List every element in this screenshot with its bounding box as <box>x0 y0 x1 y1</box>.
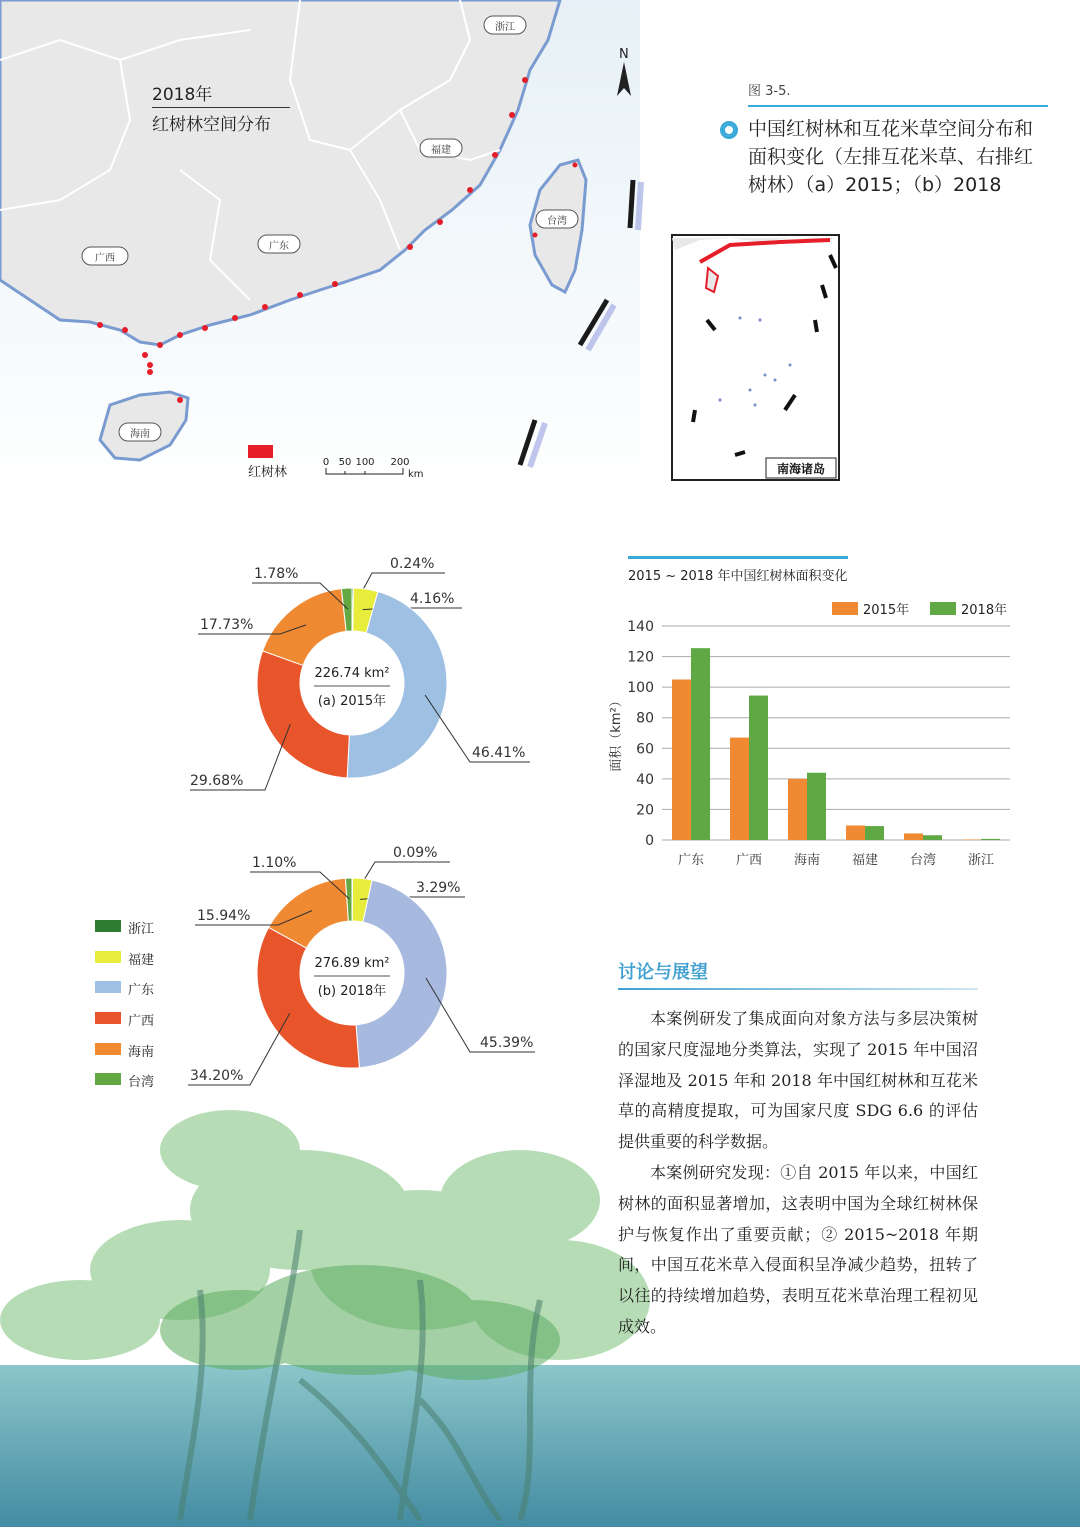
donut-value-label: 17.73% <box>200 617 254 633</box>
bar-y-tick: 20 <box>636 802 654 819</box>
bar-legend-label: 2015年 <box>863 603 910 618</box>
discussion-text <box>618 1004 978 1343</box>
map-title <box>152 80 271 140</box>
bar-y-tick: 60 <box>636 741 654 758</box>
svg-text:km: km <box>408 469 424 480</box>
svg-text:广东: 广东 <box>269 241 289 252</box>
discussion-title: 讨论与展望 <box>618 958 708 984</box>
donut-value-label: 4.16% <box>410 591 455 607</box>
province-label-hainan <box>119 423 161 441</box>
bar-台湾-2015年 <box>904 833 923 840</box>
bar-legend-swatch <box>930 602 956 615</box>
bar-海南-2015年 <box>788 779 807 840</box>
donut-value-label: 0.09% <box>393 845 438 861</box>
bar-x-tick: 福建 <box>851 853 879 868</box>
donut-center-total: 226.74 km² <box>314 666 390 681</box>
bar-y-tick: 40 <box>636 771 654 788</box>
bar-x-tick: 广西 <box>735 853 763 868</box>
province-label-zhejiang <box>484 16 526 34</box>
map-title-name: 红树林空间分布 <box>152 115 271 135</box>
bar-y-tick: 80 <box>636 710 654 727</box>
bar-chart-title: 2015 ~ 2018 年中国红树林面积变化 <box>628 569 848 584</box>
donut-value-label: 29.68% <box>190 773 244 789</box>
province-label-guangxi <box>82 247 128 265</box>
donut-chart-2018 <box>180 845 550 1105</box>
legend-swatch <box>95 981 121 993</box>
svg-text:海南: 海南 <box>130 429 150 440</box>
map-title-year: 2018年 <box>152 85 213 105</box>
donut-value-label: 45.39% <box>480 1035 534 1051</box>
bar-y-tick: 140 <box>627 619 654 635</box>
bar-x-tick: 浙江 <box>967 853 995 868</box>
bar-x-tick: 广东 <box>677 853 705 868</box>
bar-广东-2015年 <box>672 680 691 841</box>
bar-y-label: 面积（km²） <box>609 694 624 772</box>
bar-海南-2018年 <box>807 773 826 840</box>
bar-y-tick: 100 <box>627 680 654 697</box>
donut-center-total: 276.89 km² <box>314 956 390 971</box>
figure-caption-block <box>748 80 1048 199</box>
figure-caption: 中国红树林和互花米草空间分布和面积变化（左排互花米草、右排红树林）（a）2015；（b）2018 <box>748 115 1048 199</box>
mangrove-legend-swatch <box>248 445 273 458</box>
legend-swatch <box>95 1043 121 1055</box>
bar-广东-2018年 <box>691 648 710 840</box>
donut-value-label: 1.10% <box>252 855 297 871</box>
inset-label: 南海诸岛 <box>776 462 826 476</box>
caption-bullet-icon <box>720 121 738 139</box>
bar-x-tick: 台湾 <box>909 853 937 868</box>
svg-text:0: 0 <box>322 457 330 468</box>
svg-text:广西: 广西 <box>95 253 115 264</box>
svg-text:福建: 福建 <box>431 145 451 156</box>
legend-swatch <box>95 951 121 963</box>
bar-legend-label: 2018年 <box>961 603 1008 618</box>
bar-广西-2018年 <box>749 696 768 840</box>
discussion-paragraph: 本案例研发了集成面向对象方法与多层决策树的国家尺度湿地分类算法，实现了 2015 年中国沼泽湿地及 2015 年和 2018 年中国红树林和互花米草的高精度提取，可为国家尺度 SDG 6.6 的评估提供重要的科学数据。 <box>618 1009 978 1152</box>
province-label-guangdong <box>258 235 300 253</box>
province-label-fujian <box>420 139 462 157</box>
bar-广西-2015年 <box>730 738 749 840</box>
donut-center-label: (b) 2018年 <box>317 984 387 999</box>
donut-slice-2 <box>356 880 447 1068</box>
figure-number: 图 3-5. <box>748 80 1048 107</box>
donut-value-label: 0.24% <box>390 556 435 572</box>
donut-center-label: (a) 2015年 <box>317 694 387 709</box>
svg-text:台湾: 台湾 <box>547 216 567 227</box>
bar-台湾-2018年 <box>923 835 942 840</box>
donut-value-label: 3.29% <box>416 880 461 896</box>
south-china-sea-inset <box>672 235 839 480</box>
donut-value-label: 34.20% <box>190 1068 244 1084</box>
bar-浙江-2018年 <box>981 839 1000 840</box>
bar-legend-swatch <box>832 602 858 615</box>
bar-福建-2015年 <box>846 825 865 840</box>
svg-text:200: 200 <box>390 457 410 468</box>
bar-福建-2018年 <box>865 826 884 840</box>
discussion-paragraph: 本案例研究发现：①自 2015 年以来，中国红树林的面积显著增加，这表明中国为全球红树林保护与恢复作出了重要贡献；② 2015~2018 年期间，中国互花米草入侵面积呈净减少趋势，扭转了以往的持续增加趋势，表明互花米草治理工程初见成效。 <box>618 1162 978 1336</box>
donut-chart-2015 <box>180 555 550 815</box>
mangrove-map <box>0 0 1080 500</box>
donut-slice-4 <box>263 589 347 666</box>
svg-text:50: 50 <box>338 457 352 468</box>
legend-swatch <box>95 920 121 932</box>
bar-y-tick: 120 <box>627 649 654 666</box>
bar-y-tick: 0 <box>645 833 654 849</box>
bar-chart-mangrove-area <box>600 550 1040 880</box>
svg-text:N: N <box>619 47 629 62</box>
legend-swatch <box>95 1012 121 1024</box>
svg-text:红树林: 红树林 <box>248 465 288 480</box>
donut-value-label: 46.41% <box>472 745 526 761</box>
donut-value-label: 1.78% <box>254 566 299 582</box>
province-label-taiwan <box>536 210 578 228</box>
svg-text:浙江: 浙江 <box>495 22 515 33</box>
bar-x-tick: 海南 <box>793 853 821 868</box>
svg-text:100: 100 <box>355 457 375 468</box>
donut-value-label: 15.94% <box>197 908 251 924</box>
